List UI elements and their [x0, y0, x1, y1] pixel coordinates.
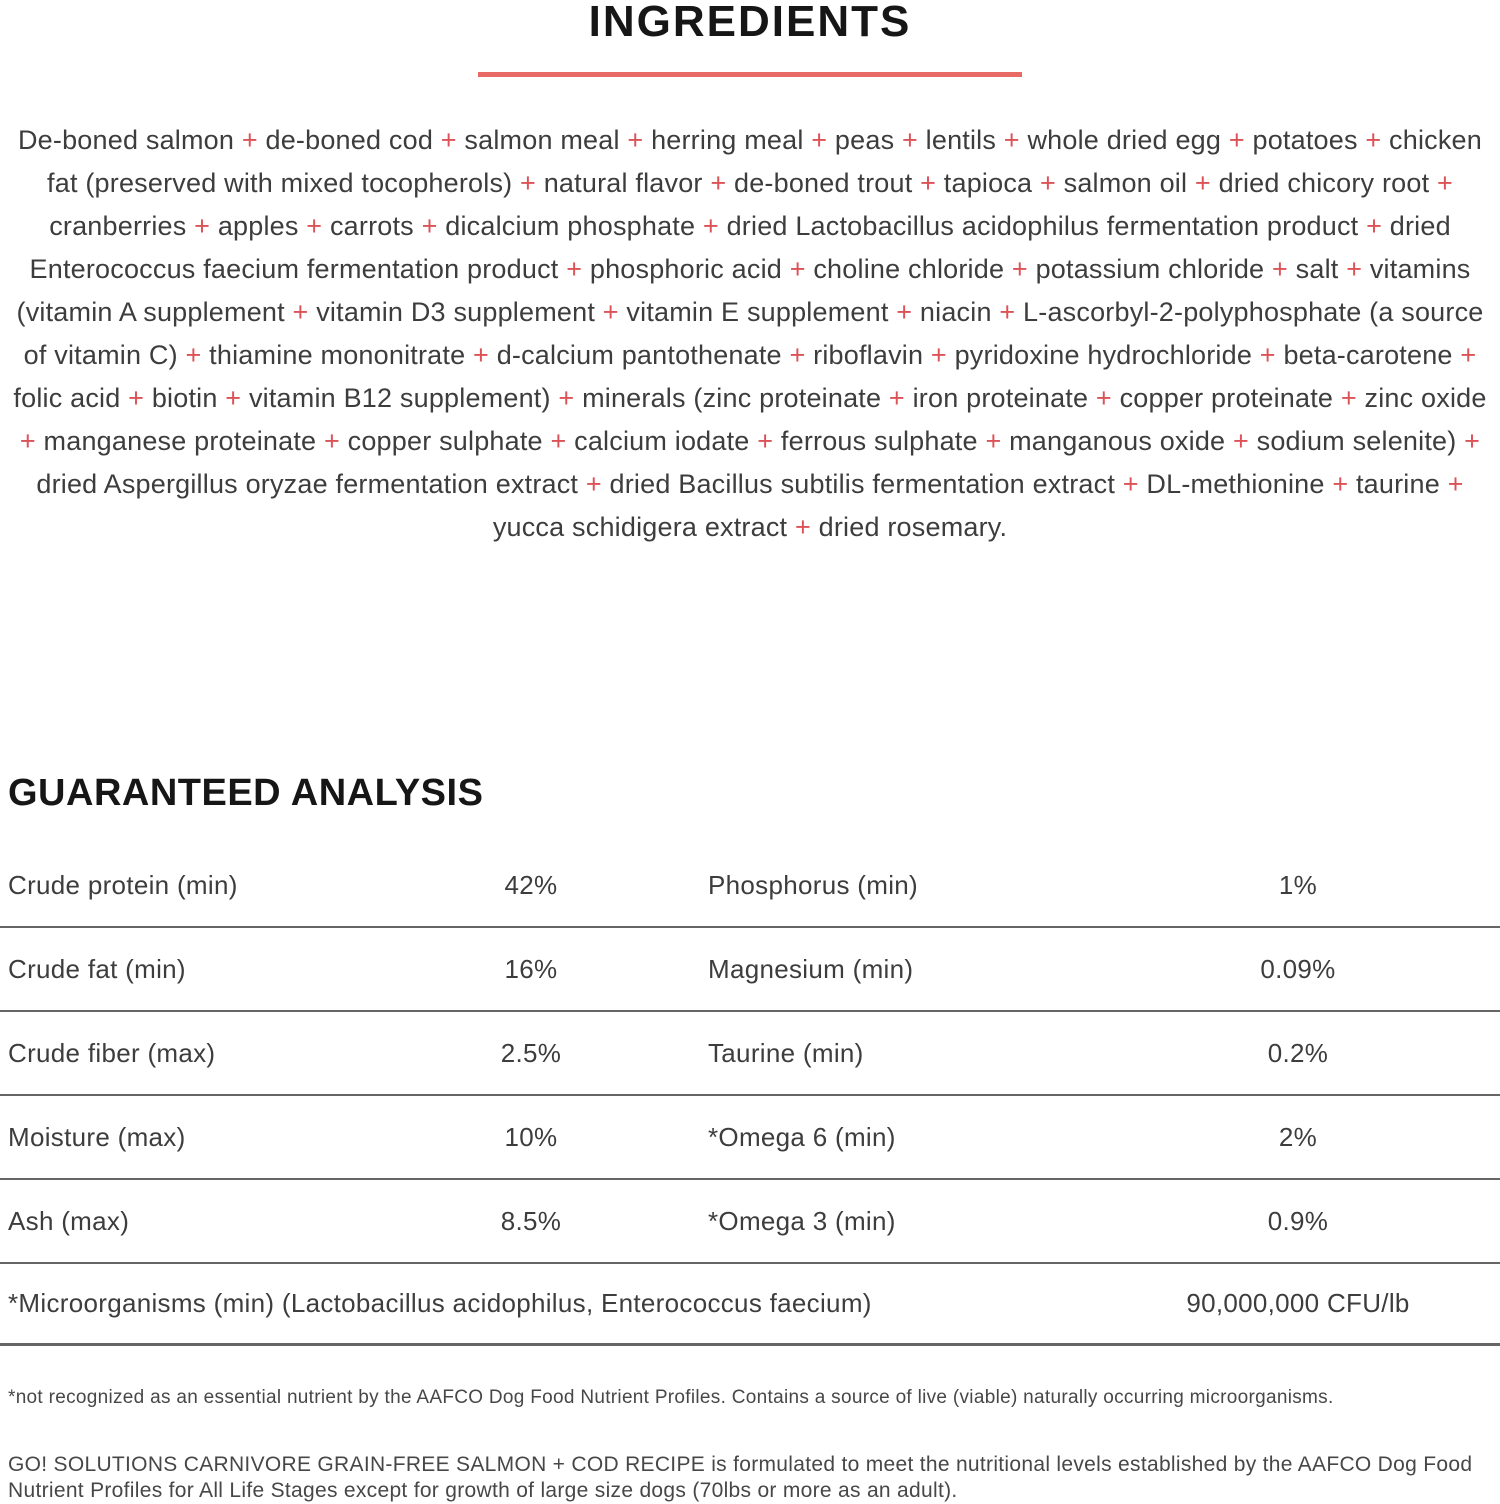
- ingredient-item: taurine: [1355, 469, 1440, 499]
- plus-separator: +: [789, 340, 806, 370]
- ingredient-item: dried rosemary.: [818, 512, 1008, 542]
- plus-separator: +: [225, 383, 242, 413]
- plus-separator: +: [710, 168, 727, 198]
- ingredient-item: copper proteinate: [1119, 383, 1334, 413]
- row-left-label: Ash (max): [8, 1205, 130, 1236]
- plus-separator: +: [421, 211, 438, 241]
- ingredient-item: sodium selenite): [1256, 426, 1457, 456]
- row-right-label: Phosphorus (min): [708, 869, 918, 900]
- ingredient-item: biotin: [151, 383, 218, 413]
- plus-separator: +: [1122, 469, 1139, 499]
- ingredient-item: phosphoric acid: [589, 254, 782, 284]
- plus-separator: +: [241, 125, 258, 155]
- ingredient-item: manganese proteinate: [43, 426, 317, 456]
- plus-separator: +: [550, 426, 567, 456]
- plus-separator: +: [1340, 383, 1357, 413]
- plus-separator: +: [323, 426, 340, 456]
- ingredient-item: peas: [834, 125, 895, 155]
- plus-separator: +: [473, 340, 489, 370]
- plus-separator: +: [757, 426, 774, 456]
- plus-separator: +: [1460, 340, 1477, 370]
- microorganisms-label: *Microorganisms (min) (Lactobacillus acidophilus, Enterococcus faecium): [8, 1288, 872, 1318]
- ingredient-item: manganous oxide: [1009, 426, 1226, 456]
- analysis-row: [0, 1180, 1500, 1264]
- ingredients-text: [6, 119, 1494, 549]
- row-right-value: 0.09%: [1260, 953, 1336, 984]
- ingredient-item: yucca schidigera extract: [492, 512, 788, 542]
- plus-separator: +: [1259, 340, 1276, 370]
- ingredient-item: carrots: [329, 211, 414, 241]
- ingredient-item: chicken fat (preserved with mixed tocopherols): [47, 125, 1482, 198]
- row-left-label: Crude fat (min): [8, 953, 186, 984]
- plus-separator: +: [811, 125, 828, 155]
- plus-separator: +: [789, 254, 806, 284]
- ingredient-item: ferrous sulphate: [780, 426, 978, 456]
- plus-separator: +: [440, 125, 457, 155]
- ingredient-item: dried Lactobacillus acidophilus fermentation product: [726, 211, 1359, 241]
- ingredient-item: de-boned trout: [733, 168, 913, 198]
- ingredient-item: pyridoxine hydrochloride: [954, 340, 1253, 370]
- plus-separator: +: [1095, 383, 1112, 413]
- ingredient-item: riboflavin: [813, 340, 924, 370]
- row-right-label: Taurine (min): [708, 1037, 864, 1068]
- plus-separator: +: [1436, 168, 1453, 198]
- ingredient-item: dicalcium phosphate: [445, 211, 696, 241]
- ingredient-item: choline chloride: [813, 254, 1005, 284]
- ingredients-section: [0, 119, 1500, 774]
- plus-separator: +: [566, 254, 583, 284]
- ingredient-item: niacin: [919, 297, 992, 327]
- row-left-value: 42%: [504, 869, 558, 900]
- ingredient-item: minerals (zinc proteinate: [582, 383, 882, 413]
- ingredient-item: salmon oil: [1063, 168, 1188, 198]
- plus-separator: +: [1194, 168, 1211, 198]
- ingredient-item: cranberries: [49, 211, 187, 241]
- row-right-label: *Omega 6 (min): [708, 1121, 896, 1152]
- row-left-value: 2.5%: [500, 1037, 562, 1068]
- ingredient-item: salmon meal: [464, 125, 620, 155]
- ingredients-title: INGREDIENTS: [588, 0, 912, 46]
- row-right-label: Magnesium (min): [708, 953, 914, 984]
- ingredient-item: vitamins (vitamin A supplement: [16, 254, 1471, 327]
- row-left-value: 8.5%: [500, 1205, 562, 1236]
- plus-separator: +: [128, 383, 145, 413]
- ingredient-item: dried Bacillus subtilis fermentation extract: [609, 469, 1116, 499]
- ingredient-item: natural flavor: [543, 168, 703, 198]
- plus-separator: +: [930, 340, 947, 370]
- ingredient-item: herring meal: [651, 125, 804, 155]
- ingredient-item: salt: [1295, 254, 1339, 284]
- analysis-row: [0, 928, 1500, 1012]
- plus-separator: +: [1011, 254, 1028, 284]
- plus-separator: +: [627, 125, 644, 155]
- ingredient-item: beta-carotene: [1283, 340, 1453, 370]
- plus-separator: +: [602, 297, 619, 327]
- ingredient-item: vitamin D3 supplement: [316, 297, 596, 327]
- plus-separator: +: [194, 211, 211, 241]
- plus-separator: +: [1039, 168, 1056, 198]
- plus-separator: +: [1003, 125, 1020, 155]
- plus-separator: +: [1365, 125, 1382, 155]
- plus-separator: +: [896, 297, 913, 327]
- row-left-value: 16%: [504, 953, 558, 984]
- ingredient-item: folic acid: [13, 383, 121, 413]
- plus-separator: +: [19, 426, 36, 456]
- ingredient-item: tapioca: [943, 168, 1033, 198]
- plus-separator: +: [888, 383, 905, 413]
- plus-separator: +: [1447, 469, 1464, 499]
- plus-separator: +: [585, 469, 602, 499]
- row-right-value: 0.2%: [1267, 1037, 1329, 1068]
- plus-separator: +: [1332, 469, 1349, 499]
- ingredient-item: thiamine mononitrate: [209, 340, 466, 370]
- row-right-label: *Omega 3 (min): [708, 1205, 896, 1236]
- ingredient-item: potatoes: [1252, 125, 1358, 155]
- plus-separator: +: [558, 383, 575, 413]
- plus-separator: +: [901, 125, 918, 155]
- ingredient-item: calcium iodate: [574, 426, 750, 456]
- plus-separator: +: [702, 211, 719, 241]
- plus-separator: +: [920, 168, 937, 198]
- ingredient-item: d-calcium pantothenate: [496, 340, 782, 370]
- ingredient-item: apples: [217, 211, 299, 241]
- plus-separator: +: [1346, 254, 1363, 284]
- analysis-row: [0, 1012, 1500, 1096]
- plus-separator: +: [1232, 426, 1249, 456]
- microorganisms-row: [0, 1264, 1500, 1346]
- plus-separator: +: [1228, 125, 1245, 155]
- row-right-value: 2%: [1278, 1121, 1318, 1152]
- guaranteed-analysis-heading: GUARANTEED ANALYSIS: [8, 772, 484, 814]
- ingredient-item: L-ascorbyl-2-polyphosphate (a source of vitamin C): [23, 297, 1484, 370]
- ingredient-item: dried chicory root: [1218, 168, 1430, 198]
- plus-separator: +: [1366, 211, 1383, 241]
- asterisk-footnote: *not recognized as an essential nutrient by the AAFCO Dog Food Nutrient Profiles. Contains a source of live (viable) naturally occurring microorganisms.: [8, 1387, 1334, 1408]
- ingredient-item: iron proteinate: [912, 383, 1089, 413]
- ingredient-item: de-boned cod: [265, 125, 434, 155]
- ingredient-item: vitamin B12 supplement): [248, 383, 551, 413]
- row-left-label: Crude protein (min): [8, 869, 238, 900]
- ingredient-item: vitamin E supplement: [626, 297, 889, 327]
- plus-separator: +: [306, 211, 323, 241]
- ingredient-item: zinc oxide: [1364, 383, 1487, 413]
- plus-separator: +: [1271, 254, 1288, 284]
- ingredient-item: copper sulphate: [347, 426, 543, 456]
- plus-separator: +: [185, 340, 202, 370]
- analysis-table: [0, 844, 1500, 1346]
- ingredient-item: lentils: [925, 125, 997, 155]
- plus-separator: +: [985, 426, 1002, 456]
- ingredient-item: dried Enterococcus faecium fermentation product: [29, 211, 1451, 284]
- ingredient-item: dried Aspergillus oryzae fermentation extract: [36, 469, 579, 499]
- plus-separator: +: [520, 168, 537, 198]
- ingredient-item: DL-methionine: [1146, 469, 1325, 499]
- plus-separator: +: [794, 512, 811, 542]
- row-left-label: Moisture (max): [8, 1121, 186, 1152]
- aafco-statement: GO! SOLUTIONS CARNIVORE GRAIN-FREE SALMON + COD RECIPE is formulated to meet the nutritional levels established by the AAFCO Dog Food Nutrient Profiles for All Life Stages except for growth of large size dogs (70lbs or more as an adult).: [8, 1453, 1473, 1502]
- row-left-value: 10%: [504, 1121, 558, 1152]
- row-right-value: 0.9%: [1267, 1205, 1329, 1236]
- analysis-row: [0, 844, 1500, 928]
- analysis-row: [0, 1096, 1500, 1180]
- ingredient-item: De-boned salmon: [17, 125, 235, 155]
- ingredient-item: whole dried egg: [1027, 125, 1222, 155]
- title-underline: [478, 72, 1022, 77]
- row-right-value: 1%: [1278, 869, 1318, 900]
- plus-separator: +: [292, 297, 309, 327]
- ingredient-item: potassium chloride: [1035, 254, 1265, 284]
- plus-separator: +: [1464, 426, 1481, 456]
- microorganisms-value: 90,000,000 CFU/lb: [1186, 1288, 1410, 1318]
- plus-separator: +: [999, 297, 1016, 327]
- row-left-label: Crude fiber (max): [8, 1037, 216, 1068]
